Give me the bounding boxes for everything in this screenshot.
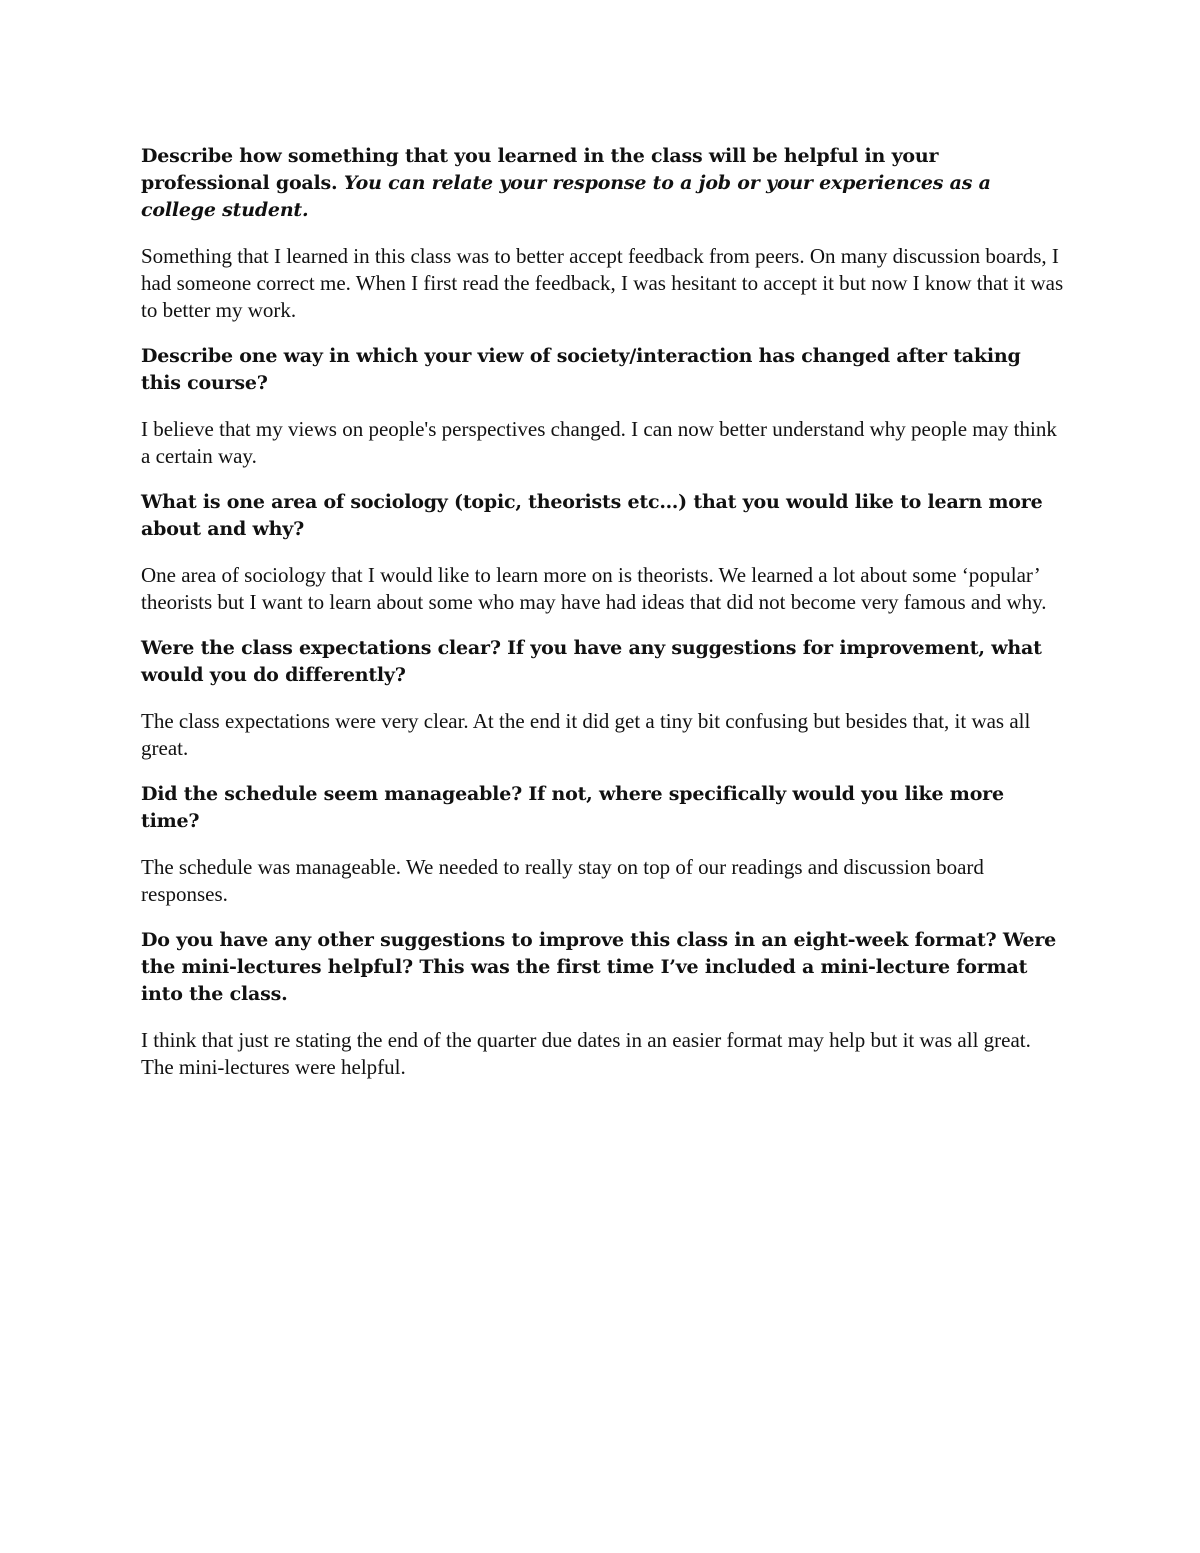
question-2: Describe one way in which your view of society/interaction has changed after taking this course? [141,345,1021,394]
question-4: Were the class expectations clear? If you have any suggestions for improvement, what would you do differently? [141,637,1042,686]
question-3: What is one area of sociology (topic, theorists etc…) that you would like to learn more about and why? [141,491,1043,540]
answer-4: The class expectations were very clear. At the end it did get a tiny bit confusing but besides that, it was all great. [141,709,1031,760]
answer-1: Something that I learned in this class was to better accept feedback from peers. On many discussion boards, I had someone correct me. When I first read the feedback, I was hesitant to accept it but now I know that it was to better my work. [141,244,1064,322]
answer-5: The schedule was manageable. We needed to really stay on top of our readings and discussion board responses. [141,855,984,906]
question-5: Did the schedule seem manageable? If not, where specifically would you like more time? [141,783,1004,832]
answer-3: One area of sociology that I would like to learn more on is theorists. We learned a lot about some ‘popular’ theorists but I want to learn about some who may have had ideas that did not become very famous and why. [141,563,1047,614]
question-1-note: You can relate your response to a job or your experiences as a college student. [141,172,991,221]
document-body [141,143,1066,1100]
question-1 [141,143,1066,224]
answer-6: I think that just re stating the end of the quarter due dates in an easier format may help but it was all great. The mini-lectures were helpful. [141,1028,1031,1079]
answer-2: I believe that my views on people's perspectives changed. I can now better understand why people may think a certain way. [141,417,1057,468]
question-1-text: Describe how something that you learned in the class will be helpful in your professional goals. [141,145,939,194]
question-6: Do you have any other suggestions to improve this class in an eight-week format? Were the mini-lectures helpful? This was the first time I’ve included a mini-lecture format into the class. [141,929,1057,1005]
